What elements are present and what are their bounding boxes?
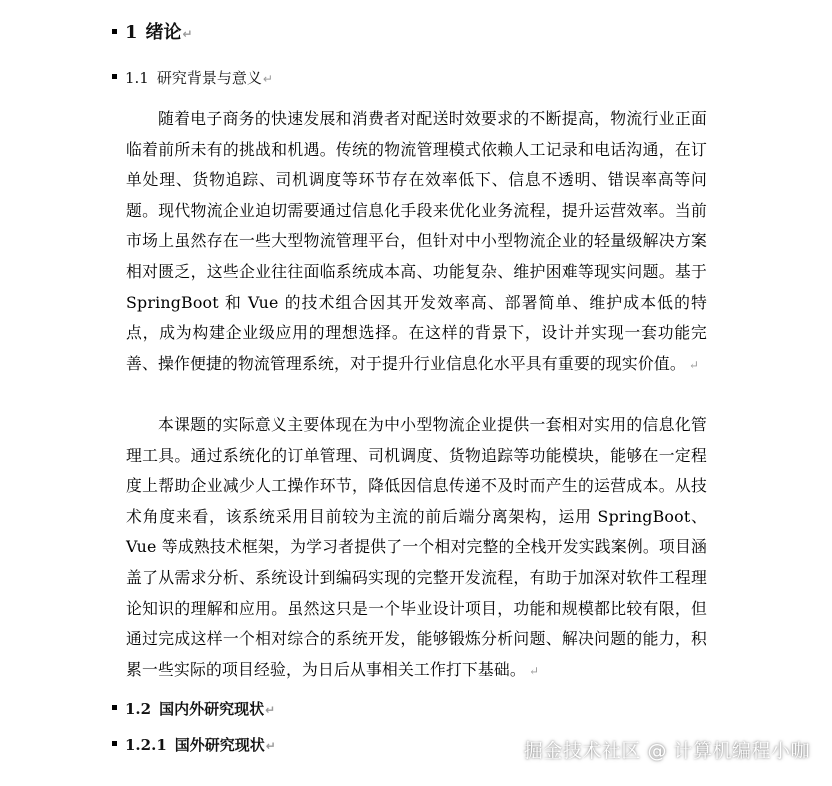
body-paragraph-2 bbox=[126, 410, 707, 686]
list-bullet bbox=[112, 705, 117, 710]
heading-number: 1.2 bbox=[125, 700, 152, 718]
heading-1-2 bbox=[112, 698, 275, 719]
paragraph-mark-icon: ↵ bbox=[262, 72, 273, 86]
heading-1-1 bbox=[112, 67, 273, 88]
paragraph-text: 随着电子商务的快速发展和消费者对配送时效要求的不断提高，物流行业正面临着前所未有的挑战和机遇。传统的物流管理模式依赖人工记录和电话沟通，在订单处理、货物追踪、司机调度等环节存在效率低下、信息不透明、错误率高等问题。现代物流企业迫切需要通过信息化手段来优化业务流程，提升运营效率。当前市场上虽然存在一些大型物流管理平台，但针对中小型物流企业的轻量级解决方案相对匮乏，这些企业往往面临系统成本高、功能复杂、维护困难等现实问题。基于 SpringBoot 和 Vue 的技术组合因其开发效率高、部署简单、维护成本低的特点，成为构建企业级应用的理想选择。在这样的背景下，设计并实现一套功能完善、操作便捷的物流管理系统，对于提升行业信息化水平具有重要的现实价值。 bbox=[126, 109, 707, 373]
heading-title: 国外研究现状 bbox=[174, 736, 265, 754]
heading-1 bbox=[112, 18, 193, 44]
list-bullet bbox=[112, 29, 117, 34]
heading-number: 1.2.1 bbox=[125, 736, 167, 754]
heading-1-2-1 bbox=[112, 734, 276, 755]
paragraph-text: 本课题的实际意义主要体现在为中小型物流企业提供一套相对实用的信息化管理工具。通过系统化的订单管理、司机调度、货物追踪等功能模块，能够在一定程度上帮助企业减少人工操作环节，降低因信息传递不及时而产生的运营成本。从技术角度来看，该系统采用目前较为主流的前后端分离架构，运用 SpringBoot、Vue 等成熟技术框架，为学习者提供了一个相对完整的全栈开发实践案例。项目涵盖了从需求分析、系统设计到编码实现的完整开发流程，有助于加深对软件工程理论知识的理解和应用。虽然这只是一个毕业设计项目，功能和规模都比较有限，但通过完成这样一个相对综合的系统开发，能够锻炼分析问题、解决问题的能力，积累一些实际的项目经验，为日后从事相关工作打下基础。 bbox=[126, 415, 707, 679]
paragraph-mark-icon: ↵ bbox=[265, 739, 276, 753]
heading-number: 1 bbox=[125, 22, 138, 43]
heading-title: 绪论 bbox=[145, 22, 182, 43]
paragraph-mark-icon: ↵ bbox=[182, 27, 193, 41]
paragraph-mark-icon: ↵ bbox=[688, 357, 700, 372]
paragraph-mark-icon: ↵ bbox=[265, 703, 276, 717]
heading-title: 国内外研究现状 bbox=[159, 700, 265, 718]
paragraph-mark-icon: ↵ bbox=[528, 663, 540, 678]
list-bullet bbox=[112, 74, 117, 79]
watermark: 掘金技术社区 @ 计算机编程小咖 bbox=[523, 740, 810, 762]
heading-number: 1.1 bbox=[125, 69, 149, 87]
heading-title: 研究背景与意义 bbox=[156, 69, 262, 87]
list-bullet bbox=[112, 741, 117, 746]
body-paragraph-1 bbox=[126, 104, 707, 380]
